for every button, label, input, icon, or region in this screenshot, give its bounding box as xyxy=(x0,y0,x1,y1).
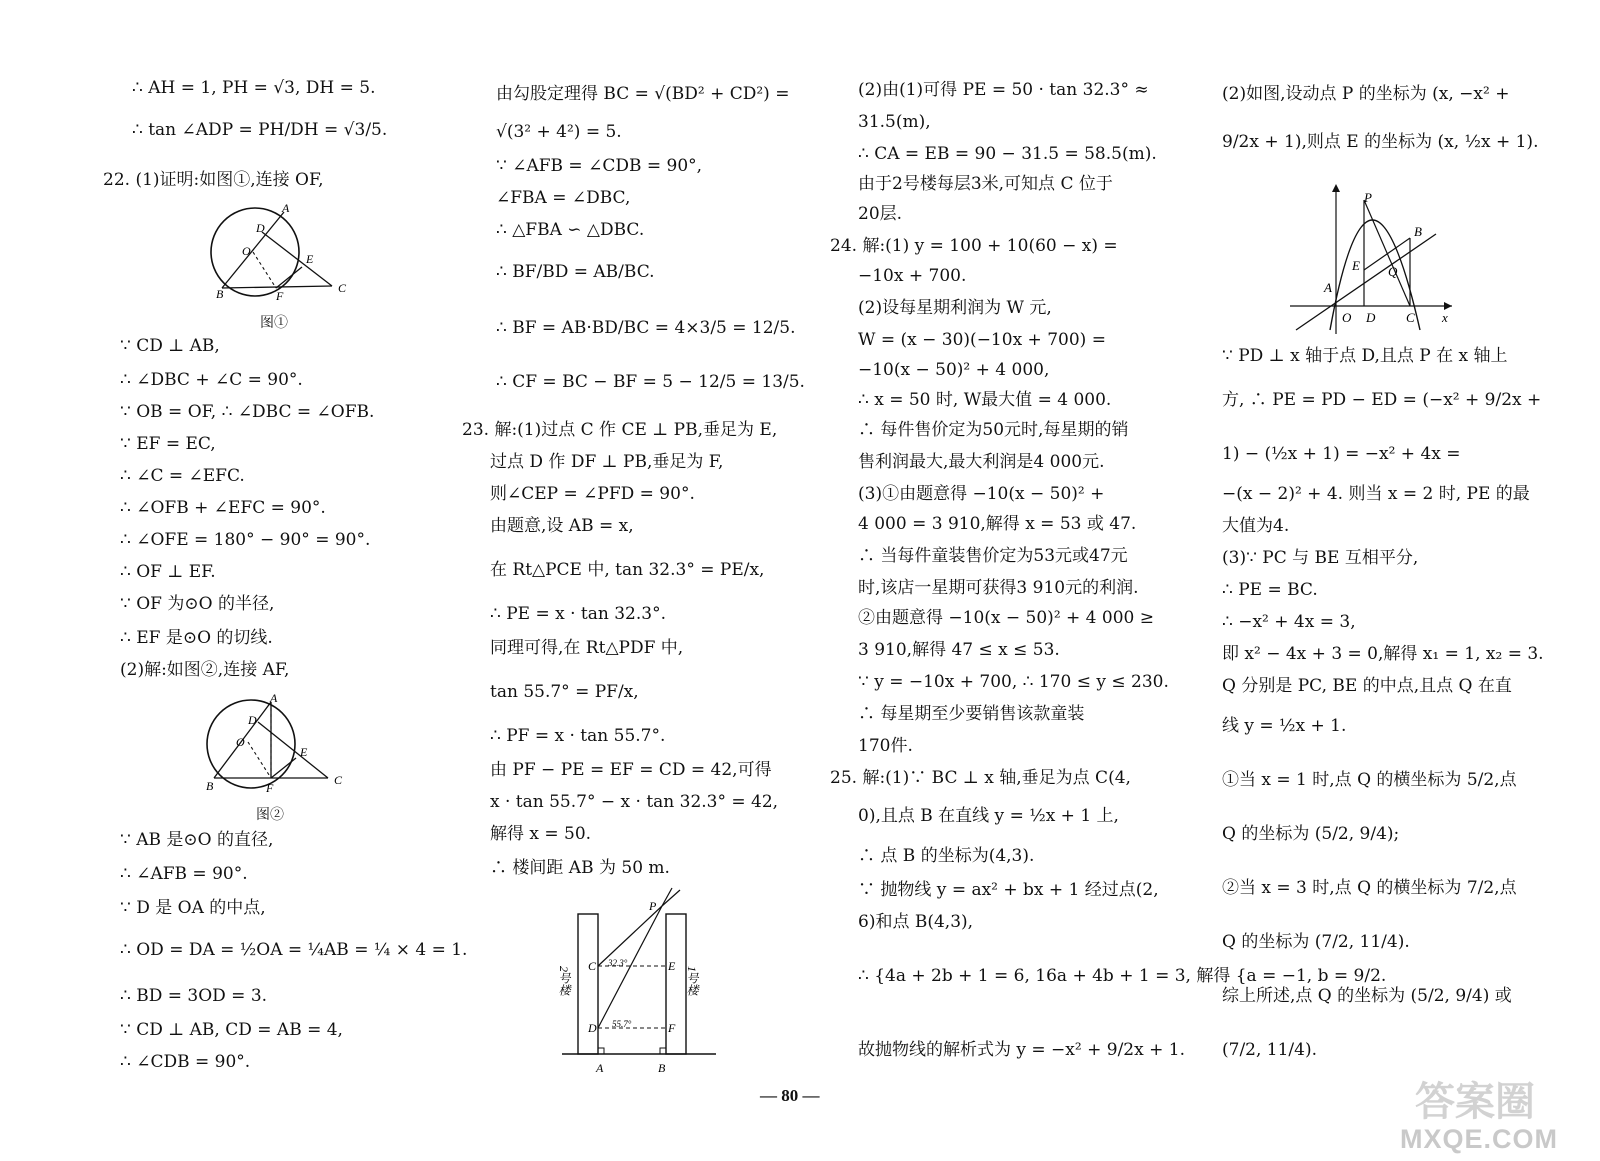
text-line: ∠FBA = ∠DBC, xyxy=(496,188,631,208)
svg-text:E: E xyxy=(1352,258,1360,273)
text-line: 25. 解:(1)∵ BC ⊥ x 轴,垂足为点 C(4, xyxy=(830,768,1131,788)
text-line: tan 55.7° = PF/x, xyxy=(490,682,639,702)
text-line: ∵ AB 是⊙O 的直径, xyxy=(120,830,274,850)
angle-c-label: 32.3° xyxy=(608,958,628,968)
text-line: ∴ PF = x · tan 55.7°. xyxy=(490,726,666,746)
svg-text:C: C xyxy=(338,281,347,295)
text-line: ∴ EF 是⊙O 的切线. xyxy=(120,628,273,648)
figure-parabola-graph xyxy=(1286,180,1466,344)
svg-text:F: F xyxy=(266,781,274,795)
text-line: 大值为4. xyxy=(1222,516,1290,536)
text-line: 故抛物线的解析式为 y = −x² + 9/2x + 1. xyxy=(858,1040,1185,1060)
text-line: 6)和点 B(4,3), xyxy=(858,912,974,932)
text-line: ∴ 楼间距 AB 为 50 m. xyxy=(490,858,670,878)
text-line: 则∠CEP = ∠PFD = 90°. xyxy=(490,484,695,504)
svg-text:D: D xyxy=(1366,310,1376,325)
text-line: Q 的坐标为 (5/2, 9/4); xyxy=(1222,824,1400,844)
text-line: −10x + 700. xyxy=(858,266,967,286)
figure-1-circle-tangent xyxy=(200,200,360,314)
text-line: ∴ AH = 1, PH = √3, DH = 5. xyxy=(132,78,376,98)
svg-text:E: E xyxy=(300,745,308,759)
text-line: ∵ EF = EC, xyxy=(120,434,216,454)
text-line: ∴ −x² + 4x = 3, xyxy=(1222,612,1356,632)
watermark-url: MXQE.COM xyxy=(1400,1124,1559,1154)
text-line: ∵ OB = OF, ∴ ∠DBC = ∠OFB. xyxy=(120,402,375,422)
svg-text:P: P xyxy=(1364,190,1372,205)
text-line: ∴ x = 50 时, W最大值 = 4 000. xyxy=(858,390,1112,410)
text-line: (2)设每星期利润为 W 元, xyxy=(858,298,1052,318)
text-line: ∴ ∠CDB = 90°. xyxy=(120,1052,251,1072)
text-line: 4 000 = 3 910,解得 x = 53 或 47. xyxy=(858,514,1137,534)
text-line: ∴ {4a + 2b + 1 = 6, 16a + 4b + 1 = 3, 解得 {a = −1, b = 9/2. xyxy=(858,966,1387,986)
text-line: (2)如图,设动点 P 的坐标为 (x, −x² + xyxy=(1222,84,1510,104)
text-line: Q 的坐标为 (7/2, 11/4). xyxy=(1222,932,1410,952)
text-line: 线 y = ½x + 1. xyxy=(1222,716,1347,736)
text-line: ∴ △FBA ∽ △DBC. xyxy=(496,220,645,240)
text-line: (3)①由题意得 −10(x − 50)² + xyxy=(858,484,1105,504)
svg-text:E: E xyxy=(668,959,676,973)
svg-text:F: F xyxy=(276,289,284,303)
text-line: ①当 x = 1 时,点 Q 的横坐标为 5/2,点 xyxy=(1222,770,1517,790)
text-line: ∴ 每星期至少要销售该款童装 xyxy=(858,704,1085,724)
figure-caption: 图① xyxy=(260,315,288,331)
text-line: ②由题意得 −10(x − 50)² + 4 000 ≥ xyxy=(858,608,1154,628)
text-line: ∴ tan ∠ADP = PH/DH = √3/5. xyxy=(132,120,388,140)
svg-text:C: C xyxy=(588,959,597,973)
text-line: 22. (1)证明:如图①,连接 OF, xyxy=(103,170,324,190)
text-line: ∴ BF/BD = AB/BC. xyxy=(496,262,655,282)
text-line: Q 分别是 PC, BE 的中点,且点 Q 在直 xyxy=(1222,676,1512,696)
text-line: 由勾股定理得 BC = √(BD² + CD²) = xyxy=(496,84,790,104)
text-line: ∵ OF 为⊙O 的半径, xyxy=(120,594,275,614)
svg-text:Q: Q xyxy=(1388,264,1398,279)
text-line: ∴ OD = DA = ½OA = ¼AB = ¼ × 4 = 1. xyxy=(120,940,468,960)
text-line: 0),且点 B 在直线 y = ½x + 1 上, xyxy=(858,806,1119,826)
text-line: 170件. xyxy=(858,736,913,756)
svg-text:C: C xyxy=(334,773,343,787)
text-line: (3)∵ PC 与 BE 互相平分, xyxy=(1222,548,1419,568)
text-line: ∴ 点 B 的坐标为(4,3). xyxy=(858,846,1035,866)
text-line: 解得 x = 50. xyxy=(490,824,592,844)
svg-text:B: B xyxy=(658,1061,666,1075)
text-line: ∴ 当每件童装售价定为53元或47元 xyxy=(858,546,1128,566)
svg-text:B: B xyxy=(216,287,224,301)
text-line: ∵ D 是 OA 的中点, xyxy=(120,898,266,918)
svg-text:E: E xyxy=(306,252,314,266)
text-line: ∴ BD = 3OD = 3. xyxy=(120,986,268,1006)
text-line: ∴ ∠AFB = 90°. xyxy=(120,864,248,884)
text-line: x · tan 55.7° − x · tan 32.3° = 42, xyxy=(490,792,779,812)
text-line: 售利润最大,最大利润是4 000元. xyxy=(858,452,1105,472)
text-line: 9/2x + 1),则点 E 的坐标为 (x, ½x + 1). xyxy=(1222,132,1539,152)
page-number: — 80 — xyxy=(760,1086,820,1105)
text-line: W = (x − 30)(−10x + 700) = xyxy=(858,330,1106,350)
watermark-logo: 答案圈 xyxy=(1415,1079,1535,1125)
text-line: ∵ CD ⊥ AB, CD = AB = 4, xyxy=(120,1020,343,1040)
angle-d-label: 55.7° xyxy=(612,1019,632,1029)
svg-text:A: A xyxy=(1324,280,1332,295)
text-line: 20层. xyxy=(858,204,903,224)
building-1-label: 1号楼 xyxy=(685,966,699,996)
svg-text:O: O xyxy=(1342,310,1352,325)
text-line: ∵ y = −10x + 700, ∴ 170 ≤ y ≤ 230. xyxy=(858,672,1169,692)
text-line: ∵ CD ⊥ AB, xyxy=(120,336,220,356)
svg-text:A: A xyxy=(270,691,278,705)
text-line: 方, ∴ PE = PD − ED = (−x² + 9/2x + xyxy=(1222,390,1542,410)
text-line: 即 x² − 4x + 3 = 0,解得 x₁ = 1, x₂ = 3. xyxy=(1222,644,1544,664)
text-line: ∴ ∠OFE = 180° − 90° = 90°. xyxy=(120,530,371,550)
text-line: 由于2号楼每层3米,可知点 C 位于 xyxy=(858,174,1113,194)
svg-text:D: D xyxy=(256,221,265,235)
text-line: 由 PF − PE = EF = CD = 42,可得 xyxy=(490,760,772,780)
figure-caption: 图② xyxy=(256,807,284,823)
text-line: (7/2, 11/4). xyxy=(1222,1040,1318,1060)
text-line: −10(x − 50)² + 4 000, xyxy=(858,360,1050,380)
text-line: ∴ 每件售价定为50元时,每星期的销 xyxy=(858,420,1129,440)
text-line: 时,该店一星期可获得3 910元的利润. xyxy=(858,578,1139,598)
text-line: ∴ ∠C = ∠EFC. xyxy=(120,466,245,486)
svg-text:D: D xyxy=(588,1021,597,1035)
text-line: ∵ 抛物线 y = ax² + bx + 1 经过点(2, xyxy=(858,880,1159,900)
text-line: ∴ BF = AB·BD/BC = 4×3/5 = 12/5. xyxy=(496,318,796,338)
text-line: ②当 x = 3 时,点 Q 的横坐标为 7/2,点 xyxy=(1222,878,1517,898)
text-line: √(3² + 4²) = 5. xyxy=(496,122,622,142)
text-line: 31.5(m), xyxy=(858,112,931,132)
text-line: ∴ PE = BC. xyxy=(1222,580,1318,600)
text-line: 3 910,解得 47 ≤ x ≤ 53. xyxy=(858,640,1060,660)
svg-text:F: F xyxy=(668,1021,676,1035)
text-line: ∴ OF ⊥ EF. xyxy=(120,562,216,582)
text-line: (2)由(1)可得 PE = 50 · tan 32.3° ≈ xyxy=(858,80,1149,100)
text-line: 在 Rt△PCE 中, tan 32.3° = PE/x, xyxy=(490,560,765,580)
building-2-label: 2号楼 xyxy=(557,966,571,996)
svg-text:D: D xyxy=(248,713,257,727)
svg-text:B: B xyxy=(206,779,214,793)
figure-2-circle-diameter xyxy=(196,690,356,804)
text-line: 过点 D 作 DF ⊥ PB,垂足为 F, xyxy=(490,452,724,472)
text-line: ∴ ∠DBC + ∠C = 90°. xyxy=(120,370,303,390)
text-line: ∴ CF = BC − BF = 5 − 12/5 = 13/5. xyxy=(496,372,805,392)
svg-text:C: C xyxy=(1406,310,1415,325)
text-line: 同理可得,在 Rt△PDF 中, xyxy=(490,638,684,658)
text-line: ∴ ∠OFB + ∠EFC = 90°. xyxy=(120,498,326,518)
text-line: 1) − (½x + 1) = −x² + 4x = xyxy=(1222,444,1461,464)
figure-buildings xyxy=(550,886,730,1080)
svg-text:O: O xyxy=(236,735,245,749)
svg-text:x: x xyxy=(1442,310,1448,325)
svg-text:B: B xyxy=(1414,224,1422,239)
svg-text:P: P xyxy=(649,899,657,913)
text-line: −(x − 2)² + 4. 则当 x = 2 时, PE 的最 xyxy=(1222,484,1530,504)
text-line: ∵ PD ⊥ x 轴于点 D,且点 P 在 x 轴上 xyxy=(1222,346,1508,366)
text-line: 23. 解:(1)过点 C 作 CE ⊥ PB,垂足为 E, xyxy=(462,420,778,440)
text-line: 24. 解:(1) y = 100 + 10(60 − x) = xyxy=(830,236,1118,256)
text-line: ∴ PE = x · tan 32.3°. xyxy=(490,604,666,624)
svg-text:A: A xyxy=(596,1061,604,1075)
svg-text:A: A xyxy=(282,201,290,215)
svg-text:O: O xyxy=(242,244,251,258)
text-line: 综上所述,点 Q 的坐标为 (5/2, 9/4) 或 xyxy=(1222,986,1512,1006)
text-line: ∵ ∠AFB = ∠CDB = 90°, xyxy=(496,156,703,176)
text-line: ∴ CA = EB = 90 − 31.5 = 58.5(m). xyxy=(858,144,1157,164)
text-line: 由题意,设 AB = x, xyxy=(490,516,634,536)
text-line: (2)解:如图②,连接 AF, xyxy=(120,660,290,680)
